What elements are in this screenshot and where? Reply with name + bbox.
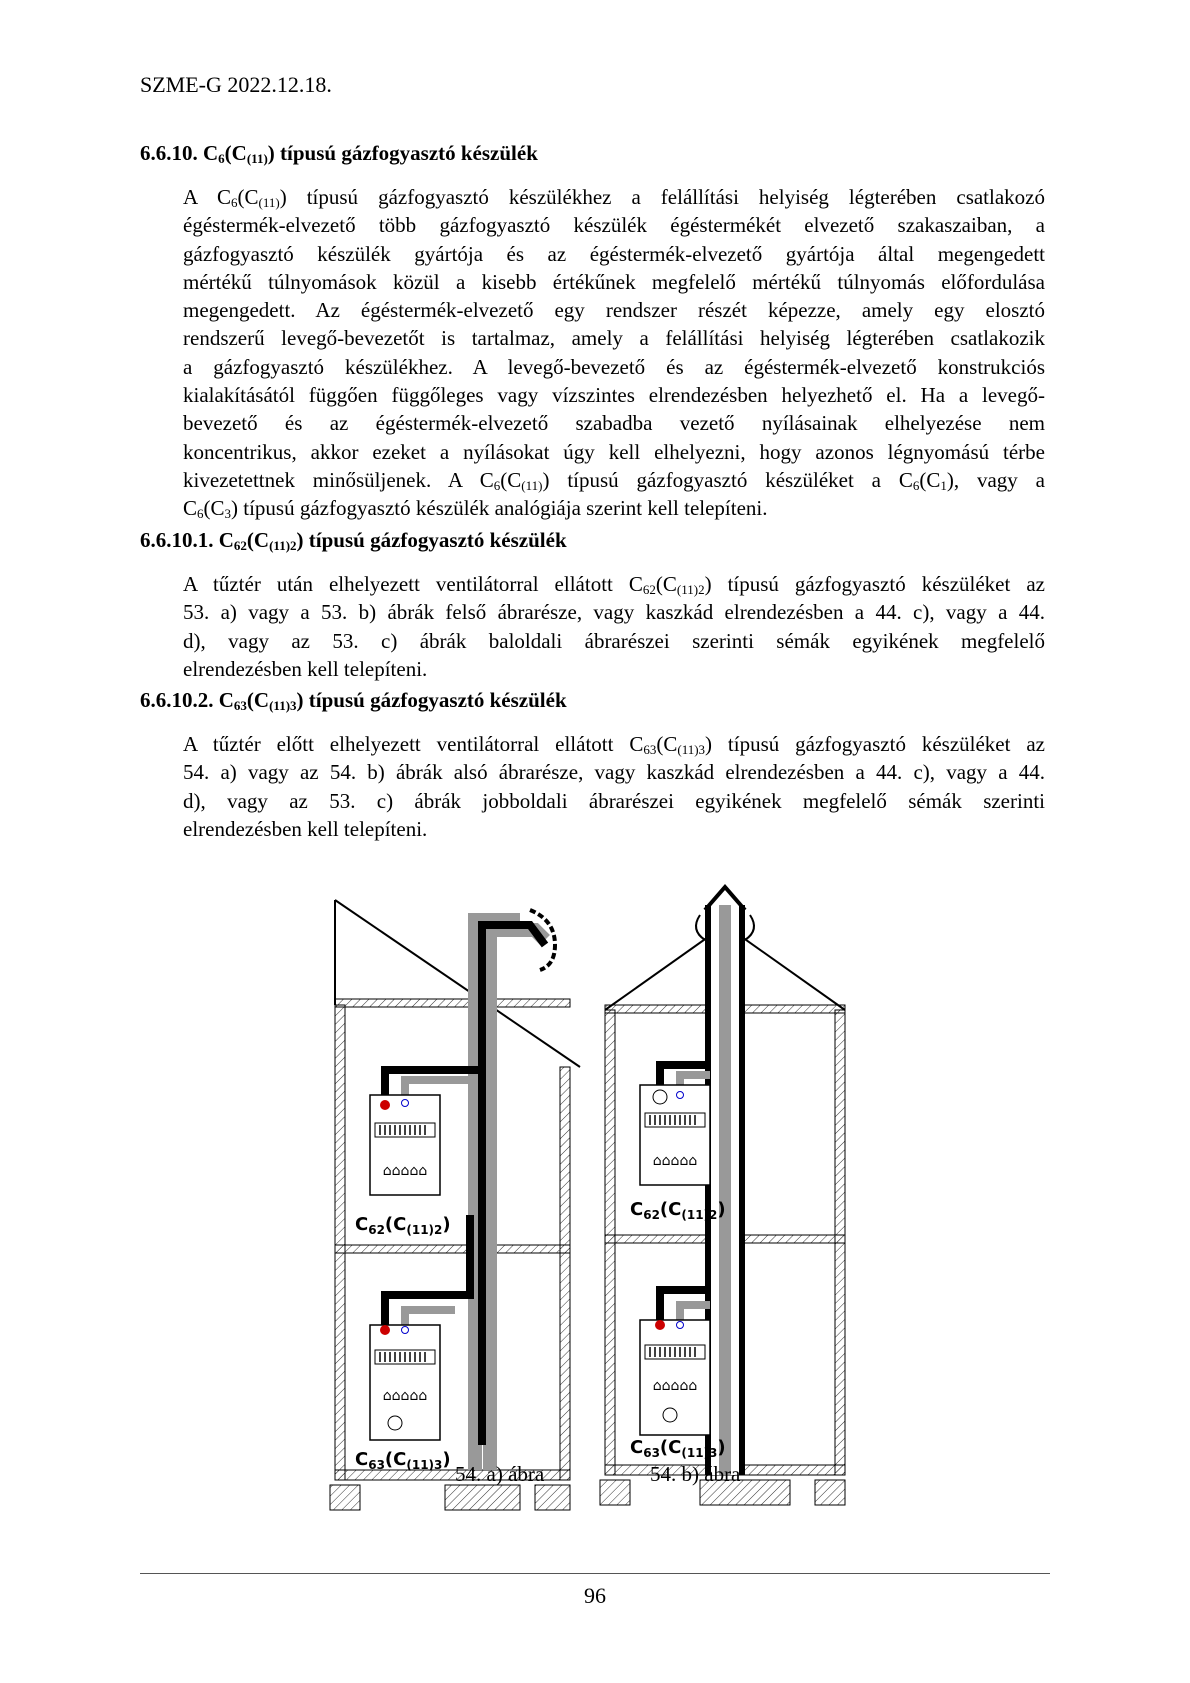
subsection-heading-2: 6.6.10.2. $C_{63}(C_{(11)3})$ típusú gázfogyasztó készülék [140,688,567,713]
svg-text:C63(C(11)3): $C_{63}(C_{(11)3})$ [630,1437,726,1460]
subsection-paragraph-2: A tűztér előtt elhelyezett ventilátorral ellátott $C_{63}(C_{(11)3})$ típusú gázfogyasztó készüléket az 54. a) vagy az 54. b) ábrák alsó ábrarésze, vagy kaszkád elrendezésben a 44. c), vagy a 44. d), vagy az 53. c) ábrák jobboldali ábrarészei egyikének megfelelő sémák szerinti elrendezésben kell telepíteni. [183,732,1045,841]
figure-caption-b: 54. b) ábra [650,1462,741,1486]
svg-text:⌂⌂⌂⌂⌂: ⌂⌂⌂⌂⌂ [382,1388,428,1404]
document-header: SZME-G 2022.12.18. [140,72,332,97]
subsection-heading-1: 6.6.10.1. $C_{62}(C_{(11)2})$ típusú gázfogyasztó készülék [140,528,567,553]
svg-text:C62(C(11)2): $C_{62}(C_{(11)2})$ [630,1199,726,1222]
diagram-a [330,900,580,1510]
svg-text:C63(C(11)3): $C_{63}(C_{(11)3})$ [355,1449,451,1472]
svg-text:C62(C(11)2): $C_{62}(C_{(11)2})$ [355,1214,451,1237]
page-number: 96 [584,1583,606,1608]
svg-text:⌂⌂⌂⌂⌂: ⌂⌂⌂⌂⌂ [652,1378,698,1394]
svg-text:⌂⌂⌂⌂⌂: ⌂⌂⌂⌂⌂ [652,1153,698,1169]
svg-text:⌂⌂⌂⌂⌂: ⌂⌂⌂⌂⌂ [382,1163,428,1179]
subsection-paragraph-1: A tűztér után elhelyezett ventilátorral ellátott $C_{62}(C_{(11)2})$ típusú gázfogyasztó készüléket az 53. a) vagy a 53. b) ábrák felső ábrarésze, vagy kaszkád elrendezésben a 44. c), vagy a 44. d), vagy az 53. c) ábrák baloldali ábrarészei szerinti sémák egyikének megfelelő elrendezésben kell telepíteni. [183,572,1045,681]
installation-diagram-figure [330,885,860,1472]
section-paragraph: A $C_6(C_{(11)})$ típusú gázfogyasztó készülékhez a felállítási helyiség légterében csatlakozó égéstermék-elvezető több gázfogyasztó készülék égéstermékét elvezető szakaszaiban, a gázfogyasztó készülék gyártója és az égéstermék-elvezető gyártója által megengedett mértékű túlnyomások közül a kisebb értékűnek megfelelő mértékű túlnyomás előfordulása megengedett. Az égéstermék-elvezető egy rendszer részét képezze, amely egy elosztó rendszerű levegő-bevezetőt is tartalmaz, amely a felállítási helyiség légterében csatlakozik a gázfogyasztó készülékhez. A levegő-bevezető és az égéstermék-elvezető konstrukciós kialakításától függően függőleges vagy vízszintes elrendezésben helyezhető el. Ha a levegő- bevezető és az égéstermék-elvezető szabadba vezető nyílásainak elhelyezése nem koncentrikus, akkor ezeket a nyílásokat úgy kell elhelyezni, hogy azonos légnyomású térbe kivezetettnek minősüljenek. A $C_6(C_{(11)})$ típusú gázfogyasztó készüléket a $C_6(C_1)$, vagy a $C_6(C_3)$ típusú gázfogyasztó készülék analógiája szerint kell telepíteni. [183,185,1045,522]
footer-rule [140,1573,1050,1574]
section-heading: 6.6.10. $C_6(C_{(11)})$ típusú gázfogyasztó készülék [140,141,538,166]
diagram-b [600,887,845,1505]
figure-caption-a: 54. a) ábra [455,1462,545,1486]
